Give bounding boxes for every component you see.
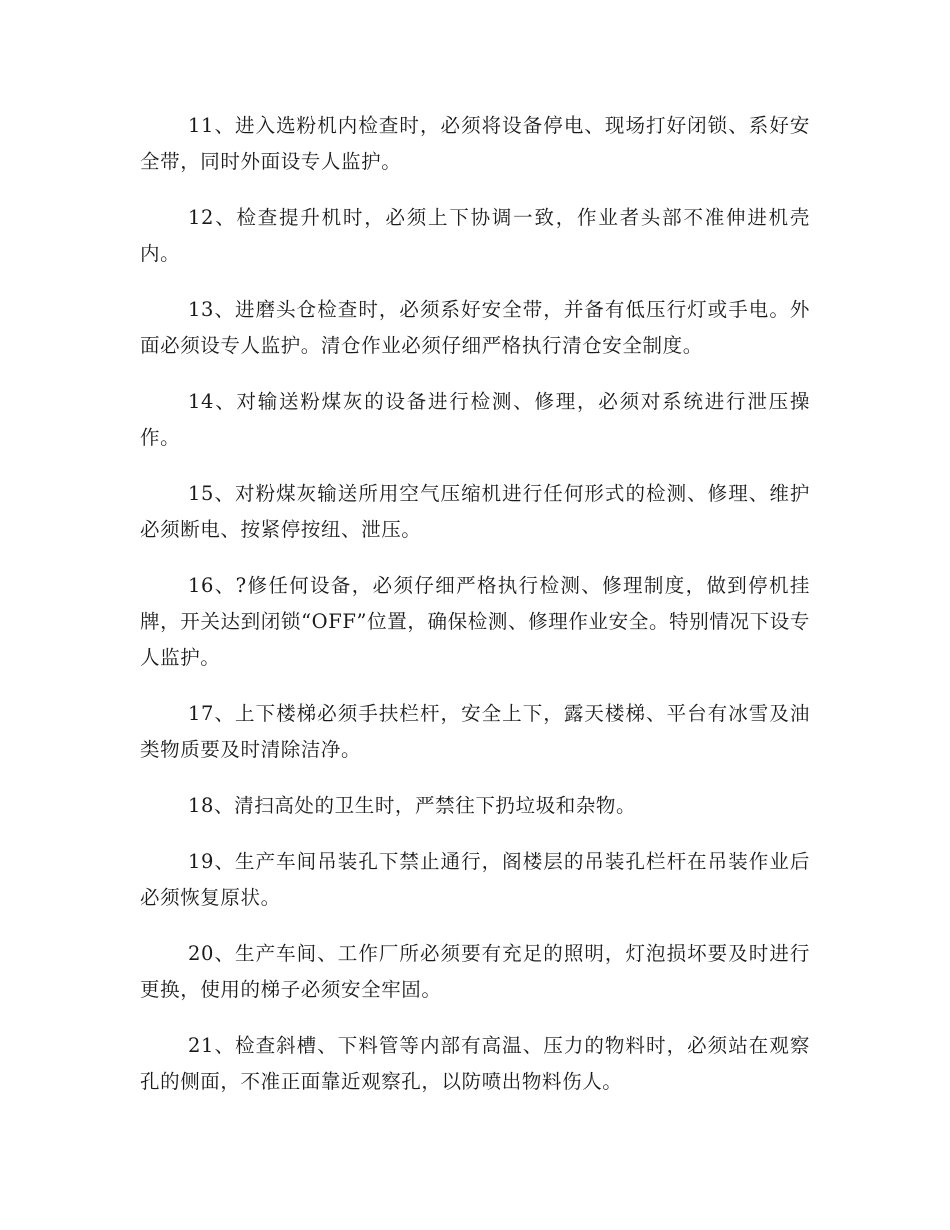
paragraph-13: 13、进磨头仓检查时，必须系好安全带，并备有低压行灯或手电。外面必须设专人监护。清仓作业必须仔细严格执行清仓安全制度。 [140, 298, 810, 357]
paragraph-18: 18、清扫高处的卫生时，严禁往下扔垃圾和杂物。 [188, 794, 637, 817]
paragraph-21: 21、检查斜槽、下料管等内部有高温、压力的物料时，必须站在观察孔的侧面，不准正面靠近观察孔，以防喷出物料伤人。 [140, 1034, 810, 1093]
document-body [140, 108, 810, 1120]
paragraph-11: 11、进入选粉机内检查时，必须将设备停电、现场打好闭锁、系好安全带，同时外面设专人监护。 [140, 114, 810, 173]
paragraph-20: 20、生产车间、工作厂所必须要有充足的照明，灯泡损坏要及时进行更换，使用的梯子必须安全牢固。 [140, 942, 810, 1001]
paragraph-17: 17、上下楼梯必须手扶栏杆，安全上下，露天楼梯、平台有冰雪及油类物质要及时清除洁净。 [140, 702, 810, 761]
paragraph-12: 12、检查提升机时，必须上下协调一致，作业者头部不准伸进机壳内。 [140, 206, 810, 265]
paragraph-15: 15、对粉煤灰输送所用空气压缩机进行任何形式的检测、修理、维护必须断电、按紧停按纽、泄压。 [140, 482, 810, 541]
paragraph-14: 14、对输送粉煤灰的设备进行检测、修理，必须对系统进行泄压操作。 [140, 390, 810, 449]
paragraph-16: 16、?修任何设备，必须仔细严格执行检测、修理制度，做到停机挂牌，开关达到闭锁“OFF”位置，确保检测、修理作业安全。特别情况下设专人监护。 [140, 574, 810, 669]
paragraph-19: 19、生产车间吊装孔下禁止通行，阁楼层的吊装孔栏杆在吊装作业后必须恢复原状。 [140, 850, 810, 909]
